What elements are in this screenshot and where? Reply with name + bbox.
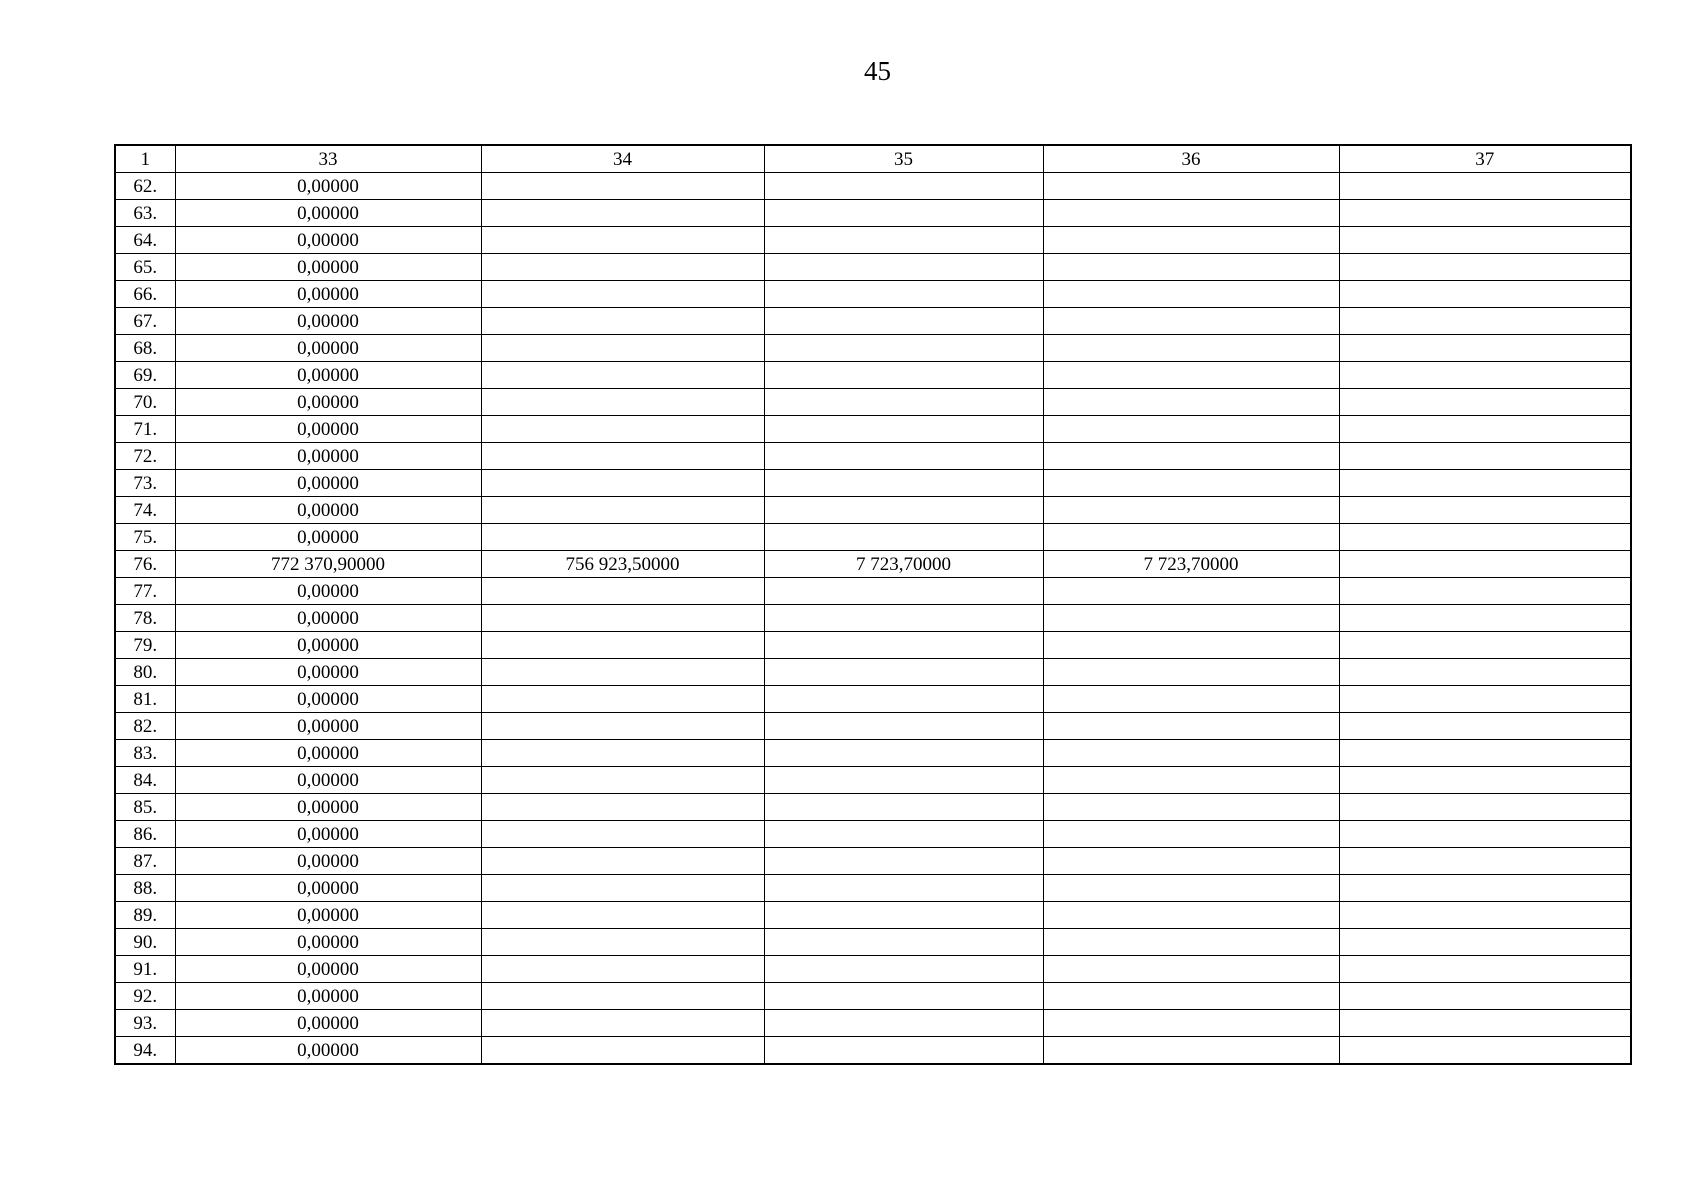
data-table (114, 144, 1632, 1065)
row-number-cell: 68. (115, 335, 175, 362)
col-35-cell (764, 281, 1043, 308)
table-row (115, 902, 1631, 929)
col-35-cell (764, 308, 1043, 335)
table-row (115, 389, 1631, 416)
col-34-cell (481, 443, 764, 470)
header-cell-col-35: 35 (764, 145, 1043, 173)
col-36-cell (1043, 335, 1339, 362)
col-36-cell (1043, 1010, 1339, 1037)
col-35-cell (764, 848, 1043, 875)
col-35-cell (764, 335, 1043, 362)
col-35-cell (764, 956, 1043, 983)
col-33-cell: 0,00000 (175, 200, 481, 227)
col-33-cell: 0,00000 (175, 821, 481, 848)
col-37-cell (1339, 821, 1631, 848)
table-row (115, 173, 1631, 200)
col-36-cell (1043, 983, 1339, 1010)
col-34-cell (481, 983, 764, 1010)
col-33-cell: 0,00000 (175, 470, 481, 497)
col-36-cell (1043, 929, 1339, 956)
row-number-cell: 73. (115, 470, 175, 497)
col-35-cell (764, 740, 1043, 767)
col-36-cell (1043, 524, 1339, 551)
col-37-cell (1339, 254, 1631, 281)
col-36-cell (1043, 308, 1339, 335)
col-33-cell: 0,00000 (175, 227, 481, 254)
row-number-cell: 72. (115, 443, 175, 470)
col-37-cell (1339, 794, 1631, 821)
col-37-cell (1339, 956, 1631, 983)
table-row (115, 605, 1631, 632)
row-number-cell: 64. (115, 227, 175, 254)
col-34-cell (481, 713, 764, 740)
col-36-cell (1043, 254, 1339, 281)
col-33-cell: 0,00000 (175, 740, 481, 767)
col-37-cell (1339, 929, 1631, 956)
col-37-cell (1339, 470, 1631, 497)
col-37-cell (1339, 281, 1631, 308)
col-33-cell: 0,00000 (175, 605, 481, 632)
table-row (115, 227, 1631, 254)
col-34-cell (481, 848, 764, 875)
table-row (115, 362, 1631, 389)
table-row (115, 983, 1631, 1010)
col-33-cell: 0,00000 (175, 659, 481, 686)
col-34-cell (481, 335, 764, 362)
col-37-cell (1339, 200, 1631, 227)
col-35-cell (764, 1010, 1043, 1037)
row-number-cell: 90. (115, 929, 175, 956)
col-35-cell (764, 416, 1043, 443)
col-35-cell (764, 173, 1043, 200)
col-36-cell: 7 723,70000 (1043, 551, 1339, 578)
col-37-cell (1339, 632, 1631, 659)
col-33-cell: 0,00000 (175, 578, 481, 605)
table-row (115, 470, 1631, 497)
header-cell-col-1: 1 (115, 145, 175, 173)
col-35-cell (764, 497, 1043, 524)
col-37-cell (1339, 227, 1631, 254)
col-33-cell: 0,00000 (175, 875, 481, 902)
row-number-cell: 80. (115, 659, 175, 686)
col-34-cell (481, 416, 764, 443)
page-number: 45 (864, 56, 891, 86)
col-33-cell: 0,00000 (175, 308, 481, 335)
col-35-cell (764, 902, 1043, 929)
col-36-cell (1043, 632, 1339, 659)
row-number-cell: 82. (115, 713, 175, 740)
col-36-cell (1043, 686, 1339, 713)
table-row (115, 416, 1631, 443)
col-34-cell (481, 659, 764, 686)
row-number-cell: 67. (115, 308, 175, 335)
col-37-cell (1339, 740, 1631, 767)
table-row (115, 956, 1631, 983)
table-row (115, 740, 1631, 767)
col-36-cell (1043, 902, 1339, 929)
col-37-cell (1339, 875, 1631, 902)
row-number-cell: 65. (115, 254, 175, 281)
row-number-cell: 93. (115, 1010, 175, 1037)
table-row (115, 200, 1631, 227)
col-36-cell (1043, 578, 1339, 605)
header-cell-col-36: 36 (1043, 145, 1339, 173)
col-34-cell (481, 173, 764, 200)
row-number-cell: 87. (115, 848, 175, 875)
col-35-cell (764, 443, 1043, 470)
col-34-cell (481, 1037, 764, 1065)
col-37-cell (1339, 443, 1631, 470)
col-37-cell (1339, 848, 1631, 875)
col-36-cell (1043, 875, 1339, 902)
col-37-cell (1339, 902, 1631, 929)
table-row (115, 443, 1631, 470)
col-35-cell (764, 929, 1043, 956)
col-35-cell (764, 983, 1043, 1010)
col-35-cell (764, 227, 1043, 254)
col-36-cell (1043, 848, 1339, 875)
col-35-cell (764, 605, 1043, 632)
col-34-cell (481, 362, 764, 389)
col-36-cell (1043, 821, 1339, 848)
row-number-cell: 83. (115, 740, 175, 767)
col-36-cell (1043, 605, 1339, 632)
table-row (115, 335, 1631, 362)
table-row (115, 794, 1631, 821)
col-36-cell (1043, 713, 1339, 740)
col-37-cell (1339, 389, 1631, 416)
col-35-cell (764, 362, 1043, 389)
col-33-cell: 0,00000 (175, 686, 481, 713)
row-number-cell: 71. (115, 416, 175, 443)
row-number-cell: 86. (115, 821, 175, 848)
col-35-cell (764, 713, 1043, 740)
table-row (115, 308, 1631, 335)
col-36-cell (1043, 659, 1339, 686)
col-34-cell (481, 686, 764, 713)
col-35-cell (764, 578, 1043, 605)
row-number-cell: 85. (115, 794, 175, 821)
col-36-cell (1043, 362, 1339, 389)
row-number-cell: 69. (115, 362, 175, 389)
col-37-cell (1339, 983, 1631, 1010)
col-33-cell: 0,00000 (175, 956, 481, 983)
col-34-cell (481, 200, 764, 227)
col-36-cell (1043, 740, 1339, 767)
row-number-cell: 70. (115, 389, 175, 416)
col-37-cell (1339, 416, 1631, 443)
col-36-cell (1043, 389, 1339, 416)
col-35-cell (764, 875, 1043, 902)
row-number-cell: 92. (115, 983, 175, 1010)
table-row (115, 497, 1631, 524)
table-row (115, 632, 1631, 659)
col-33-cell: 0,00000 (175, 281, 481, 308)
col-33-cell: 0,00000 (175, 767, 481, 794)
col-34-cell (481, 794, 764, 821)
row-number-cell: 89. (115, 902, 175, 929)
col-37-cell (1339, 524, 1631, 551)
col-34-cell (481, 470, 764, 497)
col-33-cell: 0,00000 (175, 254, 481, 281)
col-34-cell (481, 902, 764, 929)
col-37-cell (1339, 335, 1631, 362)
col-36-cell (1043, 200, 1339, 227)
col-36-cell (1043, 1037, 1339, 1065)
col-37-cell (1339, 497, 1631, 524)
row-number-cell: 76. (115, 551, 175, 578)
col-36-cell (1043, 956, 1339, 983)
row-number-cell: 91. (115, 956, 175, 983)
header-cell-col-37: 37 (1339, 145, 1631, 173)
table-row (115, 821, 1631, 848)
table-row (115, 1010, 1631, 1037)
col-37-cell (1339, 1010, 1631, 1037)
col-35-cell (764, 767, 1043, 794)
row-number-cell: 79. (115, 632, 175, 659)
header-cell-col-34: 34 (481, 145, 764, 173)
col-37-cell (1339, 659, 1631, 686)
row-number-cell: 74. (115, 497, 175, 524)
table-row (115, 659, 1631, 686)
col-34-cell (481, 497, 764, 524)
col-34-cell (481, 821, 764, 848)
table-row (115, 551, 1631, 578)
col-33-cell: 0,00000 (175, 983, 481, 1010)
col-34-cell (481, 740, 764, 767)
table-row (115, 929, 1631, 956)
col-33-cell: 0,00000 (175, 713, 481, 740)
col-35-cell (764, 524, 1043, 551)
col-34-cell (481, 254, 764, 281)
row-number-cell: 88. (115, 875, 175, 902)
col-36-cell (1043, 416, 1339, 443)
row-number-cell: 94. (115, 1037, 175, 1065)
col-35-cell (764, 254, 1043, 281)
col-33-cell: 0,00000 (175, 902, 481, 929)
col-34-cell (481, 767, 764, 794)
col-35-cell (764, 794, 1043, 821)
col-33-cell: 0,00000 (175, 929, 481, 956)
col-37-cell (1339, 362, 1631, 389)
table-row (115, 713, 1631, 740)
table-row (115, 281, 1631, 308)
col-33-cell: 0,00000 (175, 416, 481, 443)
col-37-cell (1339, 713, 1631, 740)
col-37-cell (1339, 605, 1631, 632)
col-37-cell (1339, 308, 1631, 335)
col-33-cell: 0,00000 (175, 497, 481, 524)
row-number-cell: 62. (115, 173, 175, 200)
col-34-cell (481, 1010, 764, 1037)
row-number-cell: 81. (115, 686, 175, 713)
col-34-cell (481, 389, 764, 416)
row-number-cell: 66. (115, 281, 175, 308)
col-34-cell (481, 308, 764, 335)
col-37-cell (1339, 173, 1631, 200)
col-33-cell: 772 370,90000 (175, 551, 481, 578)
col-35-cell (764, 1037, 1043, 1065)
col-37-cell (1339, 767, 1631, 794)
col-33-cell: 0,00000 (175, 794, 481, 821)
col-34-cell (481, 605, 764, 632)
col-34-cell (481, 578, 764, 605)
col-33-cell: 0,00000 (175, 524, 481, 551)
col-34-cell (481, 524, 764, 551)
col-35-cell (764, 632, 1043, 659)
col-35-cell (764, 200, 1043, 227)
col-36-cell (1043, 281, 1339, 308)
col-33-cell: 0,00000 (175, 1037, 481, 1065)
col-33-cell: 0,00000 (175, 443, 481, 470)
col-35-cell (764, 821, 1043, 848)
col-36-cell (1043, 767, 1339, 794)
col-36-cell (1043, 794, 1339, 821)
table-header-row (115, 145, 1631, 173)
table-row (115, 686, 1631, 713)
row-number-cell: 84. (115, 767, 175, 794)
table-body (115, 145, 1631, 1064)
col-33-cell: 0,00000 (175, 1010, 481, 1037)
table-row (115, 767, 1631, 794)
table-row (115, 254, 1631, 281)
col-36-cell (1043, 443, 1339, 470)
col-34-cell (481, 281, 764, 308)
col-34-cell (481, 227, 764, 254)
col-33-cell: 0,00000 (175, 173, 481, 200)
col-33-cell: 0,00000 (175, 389, 481, 416)
row-number-cell: 77. (115, 578, 175, 605)
table-row (115, 524, 1631, 551)
col-37-cell (1339, 686, 1631, 713)
col-33-cell: 0,00000 (175, 848, 481, 875)
row-number-cell: 78. (115, 605, 175, 632)
col-36-cell (1043, 497, 1339, 524)
col-33-cell: 0,00000 (175, 335, 481, 362)
col-33-cell: 0,00000 (175, 362, 481, 389)
header-cell-col-33: 33 (175, 145, 481, 173)
table-row (115, 1037, 1631, 1065)
table-row (115, 875, 1631, 902)
col-35-cell (764, 389, 1043, 416)
table-row (115, 578, 1631, 605)
row-number-cell: 75. (115, 524, 175, 551)
col-34-cell (481, 632, 764, 659)
col-36-cell (1043, 227, 1339, 254)
col-35-cell (764, 470, 1043, 497)
row-number-cell: 63. (115, 200, 175, 227)
col-37-cell (1339, 578, 1631, 605)
col-35-cell (764, 659, 1043, 686)
col-37-cell (1339, 1037, 1631, 1065)
col-35-cell: 7 723,70000 (764, 551, 1043, 578)
col-36-cell (1043, 470, 1339, 497)
col-34-cell (481, 956, 764, 983)
table-row (115, 848, 1631, 875)
col-34-cell (481, 929, 764, 956)
col-34-cell (481, 875, 764, 902)
col-34-cell: 756 923,50000 (481, 551, 764, 578)
col-33-cell: 0,00000 (175, 632, 481, 659)
col-37-cell (1339, 551, 1631, 578)
col-36-cell (1043, 173, 1339, 200)
col-35-cell (764, 686, 1043, 713)
